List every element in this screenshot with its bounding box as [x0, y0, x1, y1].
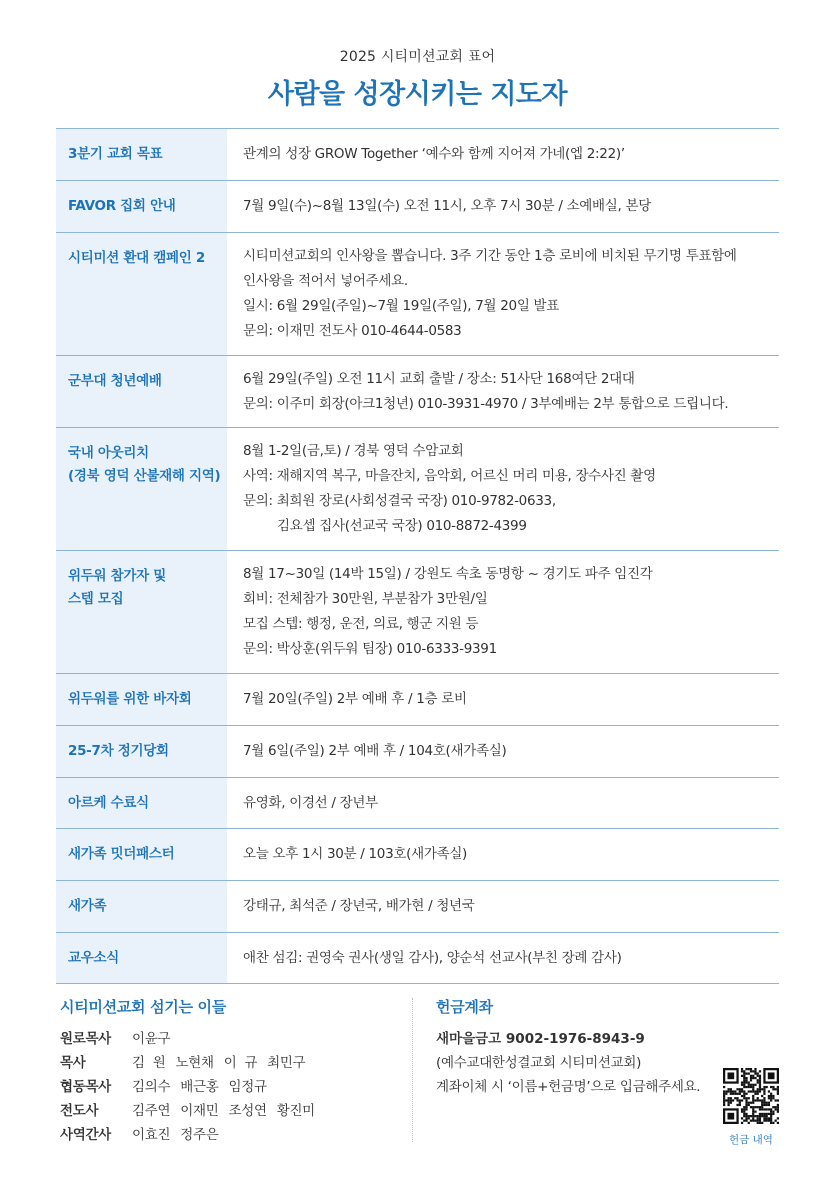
row-label-line: 3분기 교회 목표 [68, 146, 163, 162]
row-label [56, 933, 227, 983]
row-content [227, 881, 779, 932]
staff-name: 조성연 [228, 1103, 267, 1119]
row-content [227, 181, 779, 232]
content-line: 8월 1-2일(금,토) / 경북 영덕 수암교회 [243, 443, 464, 459]
content-line: 사역: 재해지역 복구, 마을잔치, 음악회, 어르신 머리 미용, 장수사진 촬영 [243, 468, 656, 484]
content-line: 7월 20일(주일) 2부 예배 후 / 1층 로비 [243, 691, 467, 707]
row-label-line: (경북 영덕 산불재해 지역) [68, 468, 221, 484]
table-row [56, 181, 779, 233]
row-label-line: FAVOR 집회 안내 [68, 198, 176, 214]
header [0, 0, 835, 111]
content-line: 회비: 전체참가 30만원, 부분참가 3만원/일 [243, 591, 488, 607]
staff-name: 임정규 [228, 1079, 267, 1095]
content-line: 강태규, 최석준 / 장년국, 배가현 / 청년국 [243, 898, 475, 914]
staff-name: 최민구 [267, 1055, 306, 1071]
content-line: 문의: 이주미 회장(아크1청년) 010-3931-4970 / 3부예배는 2부 통합으로 드립니다. [243, 395, 729, 412]
row-content [227, 726, 779, 777]
staff-name: 이 규 [223, 1055, 258, 1071]
table-row [56, 933, 779, 984]
staff-names [132, 1123, 228, 1147]
staff-name: 김의수 [132, 1079, 171, 1095]
staff-role: 사역간사 [60, 1127, 111, 1143]
qr-block[interactable] [723, 1068, 779, 1147]
row-content [227, 233, 779, 355]
row-label [56, 129, 227, 180]
row-label [56, 181, 227, 232]
content-line: 관계의 성장 GROW Together ‘예수와 함께 지어져 가네(엡 2:22)’ [243, 146, 625, 162]
row-label-line: 위두워를 위한 바자회 [68, 691, 192, 707]
table-row [56, 551, 779, 674]
content-line: 7월 9일(수)~8월 13일(수) 오전 11시, 오후 7시 30분 / 소예배실, 본당 [243, 198, 651, 214]
motto-caption: 2025 시티미션교회 표어 [339, 49, 496, 65]
content-line: 8월 17~30일 (14박 15일) / 강원도 속초 동명항 ~ 경기도 파주 임진각 [243, 566, 653, 582]
staff-row [60, 1123, 400, 1147]
staff-name: 노현채 [175, 1055, 214, 1071]
row-content [227, 674, 779, 725]
table-row [56, 233, 779, 356]
row-content [227, 933, 779, 983]
staff-row [60, 1099, 400, 1123]
staff-names [132, 1075, 277, 1099]
staff-names [132, 1099, 325, 1123]
row-label [56, 726, 227, 777]
row-label-line: 교우소식 [68, 950, 119, 966]
staff-name: 김주연 [132, 1103, 171, 1119]
row-content [227, 356, 779, 427]
row-label-line: 새가족 밋더패스터 [68, 846, 175, 862]
row-label [56, 829, 227, 880]
content-line: 일시: 6월 29일(주일)~7월 19일(주일), 7월 20일 발표 [243, 298, 560, 314]
footer-divider [412, 998, 413, 1142]
row-label [56, 356, 227, 427]
staff-role: 목사 [60, 1055, 86, 1071]
table-row [56, 881, 779, 933]
row-label-line: 아르케 수료식 [68, 795, 149, 811]
row-content [227, 778, 779, 828]
staff-name: 이효진 [132, 1127, 171, 1143]
staff-role: 원로목사 [60, 1031, 111, 1047]
row-content [227, 551, 779, 673]
staff-names [132, 1027, 180, 1051]
row-label-line: 스텝 모집 [68, 591, 124, 607]
motto-title: 사람을 성장시키는 지도자 [267, 79, 568, 110]
account-holder: (예수교대한성결교회 시티미션교회) [436, 1055, 642, 1071]
row-label-line: 새가족 [68, 898, 107, 914]
row-label [56, 551, 227, 673]
table-row [56, 129, 779, 181]
staff-row [60, 1051, 400, 1075]
content-line: 유영화, 이경선 / 장년부 [243, 794, 378, 811]
staff-name: 황진미 [276, 1103, 315, 1119]
row-content [227, 129, 779, 180]
table-row [56, 778, 779, 829]
row-label [56, 428, 227, 550]
staff-role: 전도사 [60, 1103, 99, 1119]
content-line: 김요셉 집사(선교국 국장) 010-8872-4399 [277, 518, 527, 534]
content-line: 오늘 오후 1시 30분 / 103호(새가족실) [243, 846, 468, 862]
content-line: 7월 6일(주일) 2부 예배 후 / 104호(새가족실) [243, 743, 507, 759]
row-content [227, 428, 779, 550]
account-note: 계좌이체 시 ‘이름+헌금명’으로 입금해주세요. [436, 1079, 701, 1095]
content-line: 인사왕을 적어서 넣어주세요. [243, 273, 408, 289]
row-label-line: 위두워 참가자 및 [68, 568, 166, 584]
staff-name: 이재민 [180, 1103, 219, 1119]
staff-section [60, 996, 400, 1147]
row-label [56, 778, 227, 828]
table-row [56, 674, 779, 726]
staff-name: 김 원 [132, 1055, 166, 1071]
staff-name: 배근홍 [180, 1079, 219, 1095]
staff-row [60, 1075, 400, 1099]
row-label-line: 시티미션 환대 캠페인 2 [68, 250, 205, 266]
content-line: 애찬 섬김: 권영숙 권사(생일 감사), 양순석 선교사(부친 장례 감사) [243, 949, 622, 966]
staff-names [132, 1051, 315, 1075]
row-label-line: 25-7차 정기당회 [68, 743, 169, 759]
table-row [56, 356, 779, 428]
qr-code-icon[interactable] [723, 1068, 779, 1124]
content-line: 시티미션교회의 인사왕을 뽑습니다. 3주 기간 동안 1층 로비에 비치된 무기명 투표함에 [243, 248, 737, 264]
staff-name: 정주은 [180, 1127, 219, 1143]
staff-title: 시티미션교회 섬기는 이들 [60, 998, 226, 1016]
row-label [56, 233, 227, 355]
table-row [56, 726, 779, 778]
table-row [56, 428, 779, 551]
content-line: 모집 스텝: 행정, 운전, 의료, 행군 지원 등 [243, 616, 479, 632]
qr-caption: 헌금 내역 [729, 1134, 773, 1146]
row-content [227, 829, 779, 880]
row-label-line: 국내 아웃리치 [68, 445, 149, 461]
staff-list [60, 1027, 400, 1147]
table-row [56, 829, 779, 881]
row-label [56, 881, 227, 932]
content-line: 문의: 이재민 전도사 010-4644-0583 [243, 323, 462, 339]
account-number: 새마을금고 9002-1976-8943-9 [436, 1031, 645, 1047]
row-label [56, 674, 227, 725]
account-title: 헌금계좌 [436, 998, 493, 1016]
staff-row [60, 1027, 400, 1051]
staff-name: 이윤구 [132, 1031, 171, 1047]
content-line: 문의: 박상훈(위두워 팀장) 010-6333-9391 [243, 641, 497, 657]
content-line: 6월 29일(주일) 오전 11시 교회 출발 / 장소: 51사단 168여단 2대대 [243, 370, 635, 387]
content-line: 문의: 최희원 장로(사회성결국 국장) 010-9782-0633, [243, 493, 556, 509]
announcement-table [56, 128, 779, 984]
staff-role: 협동목사 [60, 1079, 111, 1095]
row-label-line: 군부대 청년예배 [68, 373, 162, 389]
